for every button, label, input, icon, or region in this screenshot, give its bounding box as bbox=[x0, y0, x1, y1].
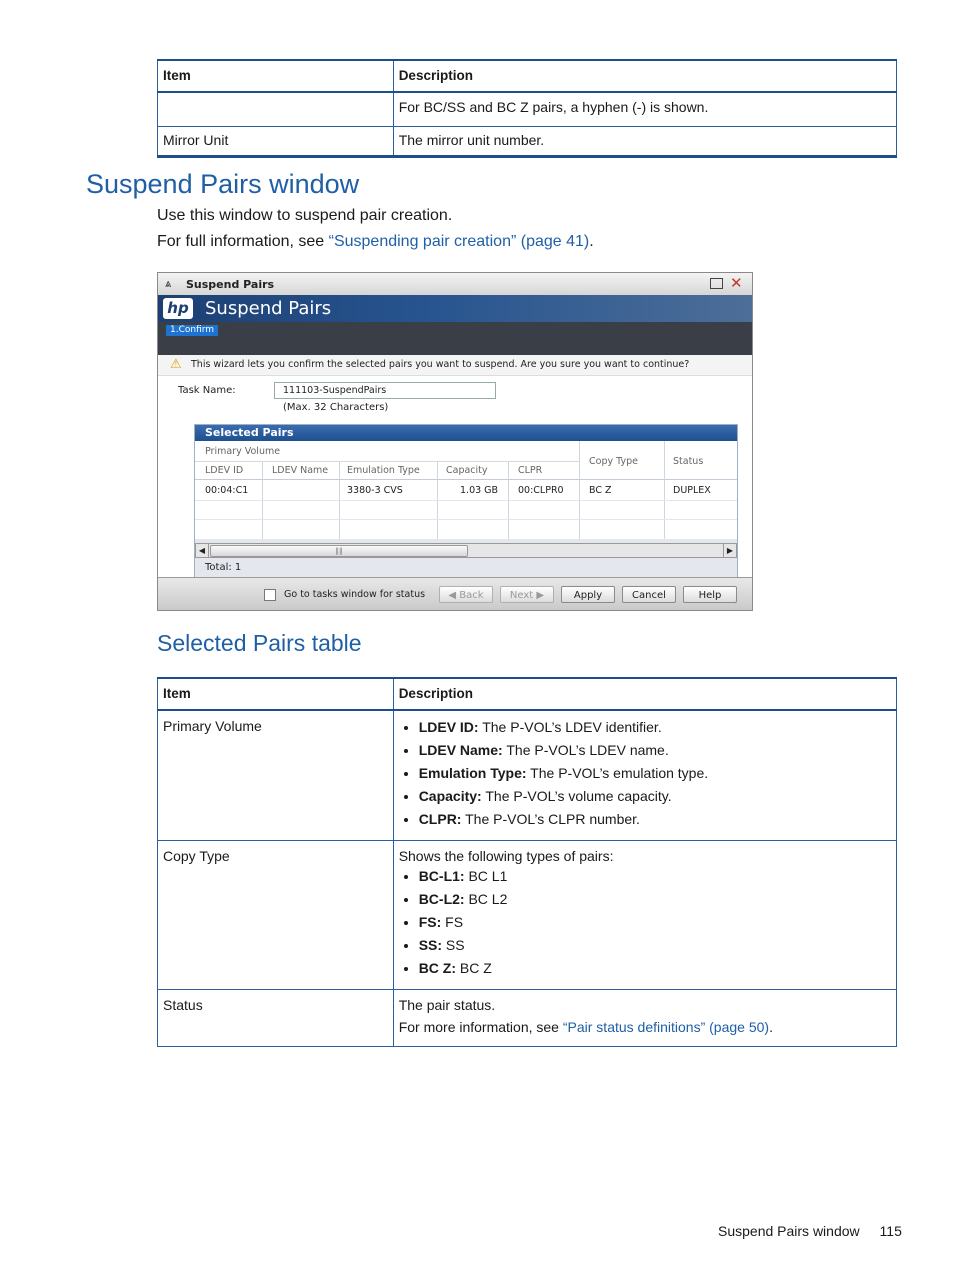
task-name-hint: (Max. 32 Characters) bbox=[283, 402, 389, 413]
row-description: The mirror unit number. bbox=[393, 126, 896, 156]
step-confirm-tab: 1.Confirm bbox=[166, 325, 218, 336]
cell-emulation-type: 3380-3 CVS bbox=[347, 485, 403, 496]
task-name-value: 111103-SuspendPairs bbox=[283, 385, 387, 396]
scroll-thumb[interactable]: ‖‖ bbox=[210, 545, 468, 557]
row-item: Copy Type bbox=[158, 841, 394, 990]
warning-bar bbox=[158, 355, 752, 376]
task-name-input[interactable] bbox=[274, 382, 496, 399]
total-count: Total: 1 bbox=[205, 562, 242, 573]
panel-title: Selected Pairs bbox=[195, 425, 737, 441]
status-more-suffix: . bbox=[769, 1019, 773, 1035]
definition: BC L1 bbox=[464, 868, 508, 884]
next-icon: ▶ bbox=[533, 590, 545, 601]
window-titlebar bbox=[158, 273, 752, 296]
list-item bbox=[419, 788, 891, 804]
list-item bbox=[419, 765, 891, 781]
column-header-capacity[interactable]: Capacity bbox=[446, 465, 488, 476]
banner-title: Suspend Pairs bbox=[205, 298, 332, 319]
back-label: Back bbox=[459, 590, 484, 601]
list-item bbox=[419, 960, 891, 976]
definition: The P-VOL’s LDEV identifier. bbox=[478, 719, 662, 735]
term: LDEV ID: bbox=[418, 719, 479, 735]
list-item bbox=[419, 937, 891, 953]
wizard-banner bbox=[158, 295, 752, 355]
column-header-copy-type[interactable]: Copy Type bbox=[589, 456, 638, 467]
window-title: Suspend Pairs bbox=[186, 278, 275, 291]
table-row bbox=[158, 990, 897, 1047]
cell-copy-type: BC Z bbox=[589, 485, 612, 496]
term: BC Z: bbox=[418, 960, 457, 976]
term: Emulation Type: bbox=[418, 765, 527, 781]
column-header-ldev-name[interactable]: LDEV Name bbox=[272, 465, 329, 476]
term: SS: bbox=[418, 937, 443, 953]
row-item: Status bbox=[158, 990, 394, 1047]
cancel-button[interactable]: Cancel bbox=[622, 586, 676, 603]
collapse-icon[interactable]: ⩓ bbox=[165, 277, 172, 290]
full-info-line bbox=[157, 233, 594, 251]
empty-row bbox=[195, 501, 737, 520]
definition: The P-VOL’s emulation type. bbox=[526, 765, 709, 781]
footer-section: Suspend Pairs window bbox=[718, 1223, 860, 1239]
definition: BC Z bbox=[456, 960, 492, 976]
status-line-1: The pair status. bbox=[398, 997, 496, 1013]
table-row bbox=[158, 92, 897, 126]
row-description: For BC/SS and BC Z pairs, a hyphen (-) is shown. bbox=[393, 92, 896, 126]
status-line-2 bbox=[399, 1019, 891, 1035]
maximize-icon[interactable] bbox=[710, 278, 723, 289]
cell-ldev-id: 00:04:C1 bbox=[205, 485, 249, 496]
apply-button[interactable]: Apply bbox=[561, 586, 615, 603]
scroll-right-icon[interactable]: ▶ bbox=[723, 544, 736, 557]
suspending-pair-creation-link[interactable]: “Suspending pair creation” (page 41) bbox=[328, 233, 590, 250]
group-header-primary-volume: Primary Volume bbox=[205, 446, 281, 457]
header-divider bbox=[195, 461, 579, 462]
hp-logo-icon: hp bbox=[163, 298, 193, 319]
row-item: Mirror Unit bbox=[158, 126, 394, 156]
list-item bbox=[419, 914, 891, 930]
section-title: Suspend Pairs window bbox=[86, 169, 360, 199]
section-intro: Use this window to suspend pair creation. bbox=[157, 207, 453, 224]
row-description bbox=[393, 710, 896, 841]
definition: The P-VOL’s CLPR number. bbox=[461, 811, 640, 827]
bullet-list bbox=[399, 868, 891, 976]
close-icon[interactable]: ✕ bbox=[730, 274, 743, 292]
definition: BC L2 bbox=[464, 891, 508, 907]
row-description bbox=[393, 841, 896, 990]
status-more-prefix: For more information, see bbox=[398, 1019, 563, 1035]
table-row bbox=[158, 710, 897, 841]
definition: The P-VOL’s volume capacity. bbox=[481, 788, 672, 804]
term: BC-L1: bbox=[418, 868, 465, 884]
suspend-pairs-screenshot bbox=[157, 272, 753, 611]
cell-status: DUPLEX bbox=[673, 485, 711, 496]
row-description bbox=[393, 990, 896, 1047]
copy-type-intro: Shows the following types of pairs: bbox=[398, 848, 614, 864]
next-button[interactable] bbox=[500, 586, 554, 603]
full-info-prefix: For full information, see bbox=[157, 233, 329, 250]
column-header-emulation-type[interactable]: Emulation Type bbox=[347, 465, 420, 476]
term: FS: bbox=[418, 914, 442, 930]
warning-text: This wizard lets you confirm the selected pairs you want to suspend. Are you sure you want to continue? bbox=[191, 359, 690, 370]
top-table bbox=[157, 59, 897, 158]
pairs-grid bbox=[195, 441, 737, 539]
back-icon: ◀ bbox=[448, 590, 460, 601]
next-label: Next bbox=[509, 590, 534, 601]
list-item bbox=[419, 742, 891, 758]
table-row[interactable] bbox=[195, 480, 737, 501]
table-row bbox=[158, 841, 897, 990]
definition: The P-VOL’s LDEV name. bbox=[502, 742, 669, 758]
cell-clpr: 00:CLPR0 bbox=[518, 485, 564, 496]
term: LDEV Name: bbox=[418, 742, 503, 758]
warning-icon: ⚠ bbox=[170, 357, 182, 372]
list-item bbox=[419, 719, 891, 735]
column-header-ldev-id[interactable]: LDEV ID bbox=[205, 465, 244, 476]
column-header-clpr[interactable]: CLPR bbox=[518, 465, 543, 476]
row-item bbox=[158, 92, 394, 126]
term: Capacity: bbox=[418, 788, 482, 804]
wizard-footer bbox=[158, 577, 752, 611]
back-button[interactable] bbox=[439, 586, 493, 603]
list-item bbox=[419, 868, 891, 884]
row-item: Primary Volume bbox=[158, 710, 394, 841]
go-to-tasks-checkbox[interactable] bbox=[264, 589, 276, 601]
horizontal-scrollbar[interactable] bbox=[195, 543, 737, 558]
definition: SS bbox=[442, 937, 465, 953]
list-item bbox=[419, 891, 891, 907]
page-footer bbox=[718, 1223, 902, 1239]
task-name-label: Task Name: bbox=[178, 385, 236, 396]
table-row bbox=[158, 126, 897, 156]
term: CLPR: bbox=[418, 811, 462, 827]
definition: FS bbox=[441, 914, 464, 930]
term: BC-L2: bbox=[418, 891, 465, 907]
column-header-item: Item bbox=[158, 678, 394, 710]
pair-status-definitions-link[interactable]: “Pair status definitions” (page 50) bbox=[562, 1019, 770, 1035]
wizard-body bbox=[158, 355, 752, 577]
column-header-description: Description bbox=[393, 678, 896, 710]
column-header-item: Item bbox=[158, 60, 394, 92]
column-header-status[interactable]: Status bbox=[673, 456, 704, 467]
column-header-description: Description bbox=[393, 60, 896, 92]
full-info-suffix: . bbox=[589, 233, 594, 250]
subsection-title: Selected Pairs table bbox=[157, 630, 362, 656]
list-item bbox=[419, 811, 891, 827]
selected-pairs-table bbox=[157, 677, 897, 1047]
selected-pairs-panel bbox=[194, 424, 738, 578]
bullet-list bbox=[399, 719, 891, 827]
cell-capacity: 1.03 GB bbox=[460, 485, 499, 496]
scroll-left-icon[interactable]: ◀ bbox=[196, 544, 209, 557]
go-to-tasks-label: Go to tasks window for status bbox=[284, 589, 426, 600]
help-button[interactable]: Help bbox=[683, 586, 737, 603]
page-number: 115 bbox=[879, 1223, 902, 1239]
